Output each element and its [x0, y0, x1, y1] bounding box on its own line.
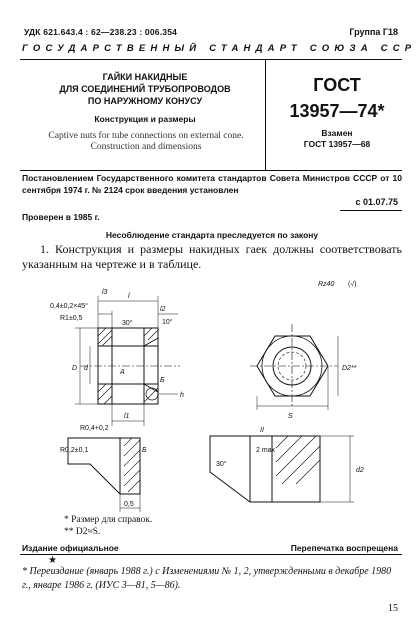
- document-title: [40, 71, 250, 107]
- label-B: Б: [160, 377, 165, 384]
- detail-angle-label: 30°: [216, 461, 227, 468]
- dim-l2: l2: [160, 306, 166, 313]
- law-notice: Несоблюдение стандарта преследуется по закону: [105, 230, 319, 240]
- title-line-1: ГАЙКИ НАКИДНЫЕ: [102, 72, 188, 82]
- detail-dim-3: d2: [356, 467, 364, 474]
- official-edition: Издание официальное: [22, 543, 119, 553]
- paragraph-1: 1. Конструкция и размеры накидных гаек должны соответствовать указанным на чертеже и в таблице.: [22, 242, 402, 271]
- replaces-label: Взамен: [321, 128, 353, 138]
- dim-l: l: [128, 293, 130, 300]
- technical-drawing: [20, 276, 402, 514]
- english-title: [28, 131, 264, 153]
- effective-date: с 01.07.75: [355, 197, 398, 207]
- note-1: * Размер для справок.: [64, 515, 153, 525]
- reprint-prohibited: Перепечатка воспрещена: [290, 543, 398, 553]
- detail-r1-label: R0,4+0,2: [80, 425, 109, 432]
- gost-label: ГОСТ: [313, 75, 361, 95]
- detail-dim-1: 0,5: [124, 501, 134, 508]
- english-title-line-1: Captive nuts for tube connections on external cone.: [48, 131, 244, 141]
- english-title-line-2: Construction and dimensions: [90, 142, 202, 152]
- angle-10-label: 10°: [162, 319, 173, 326]
- angle-30-label: 30°: [122, 320, 133, 327]
- document-subtitle: Конструкция и размеры: [94, 114, 196, 124]
- dim-l3: l3: [102, 289, 108, 296]
- dim-S: S: [288, 413, 293, 420]
- section-ii-outline: [210, 436, 320, 502]
- label-A: A: [120, 369, 125, 376]
- star-mark: ★: [48, 555, 57, 566]
- gost-code: 13957—74*: [289, 101, 385, 121]
- title-line-2: ДЛЯ СОЕДИНЕНИЙ ТРУБОПРОВОДОВ: [59, 84, 231, 94]
- republication-note: * Переиздание (январь 1988 г.) с Изменениями № 1, 2, утвержденными в декабре 1980 г., январе 1986 г. (ИУС 3—81, 5—86).: [22, 566, 392, 591]
- title-line-3: ПО НАРУЖНОМУ КОНУСУ: [87, 96, 203, 106]
- dim-d: d: [84, 365, 88, 372]
- section-ii-label: II: [260, 427, 264, 434]
- title-bottom-rule: [20, 170, 402, 171]
- chamfer-label: 0,4±0,2×45°: [50, 303, 88, 310]
- group-code: Группа Г18: [349, 27, 398, 37]
- footer-rule: [20, 554, 402, 555]
- udk-code: УДК 621.643.4 : 62—238.23 : 006.354: [24, 27, 178, 37]
- note-2: ** D2≈S.: [64, 527, 101, 537]
- gost-number: [272, 72, 402, 124]
- dim-h: h: [180, 392, 184, 399]
- detail-r2-label: R0,2±0,1: [60, 447, 89, 454]
- checked-year: Проверен в 1985 г.: [22, 212, 100, 222]
- title-divider: [265, 60, 266, 170]
- state-standard-banner: ГОСУДАРСТВЕННЫЙ СТАНДАРТ СОЮЗА ССР: [22, 43, 417, 54]
- roughness-label: Rz40: [318, 281, 335, 288]
- decree-text: Постановлением Государственного комитета стандартов Совета Министров СССР от 10 сентября 1974 г. № 2124 срок введения установлен: [22, 173, 402, 195]
- page-number: 15: [388, 603, 398, 614]
- top-rule: [20, 59, 402, 60]
- replaces-value: ГОСТ 13957—68: [303, 139, 371, 149]
- date-underline: [340, 210, 402, 211]
- replaces-block: [272, 128, 402, 150]
- roughness-check: (√): [348, 281, 357, 288]
- dim-D: D: [72, 365, 78, 372]
- dim-l1: l1: [124, 413, 130, 420]
- detail-dim-2: 2 max: [256, 447, 276, 454]
- dim-D2: D2**: [342, 365, 357, 372]
- detail-b-label: Б: [142, 447, 147, 454]
- radius-label: R1±0,5: [60, 315, 83, 322]
